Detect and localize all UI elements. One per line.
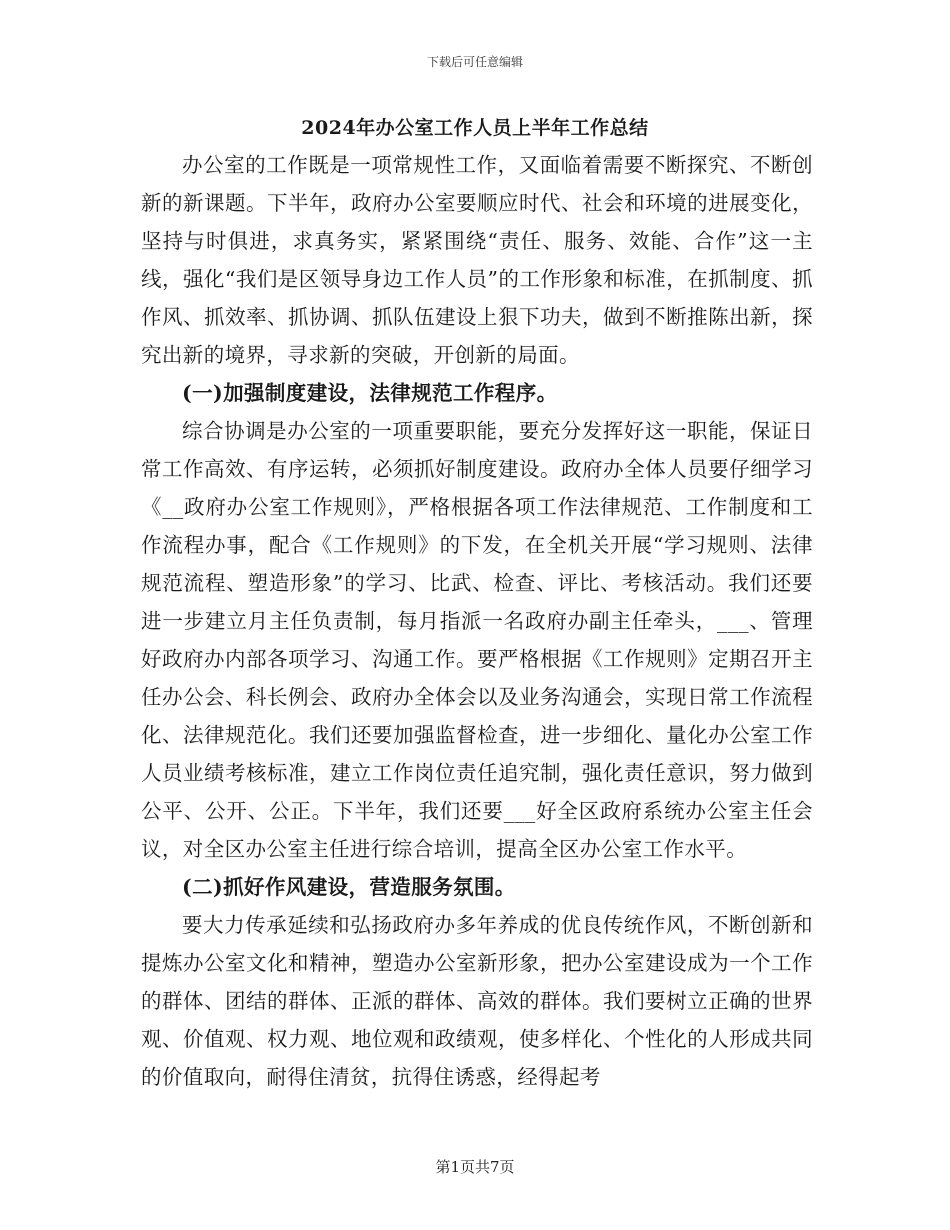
document-title: 2024年办公室工作人员上半年工作总结 — [301, 117, 649, 139]
document-body — [141, 146, 813, 1096]
section-1-paragraph: 综合协调是办公室的一项重要职能，要充分发挥好这一职能，保证日常工作高效、有序运转，必须抓好制度建设。政府办全体人员要仔细学习《__政府办公室工作规则》，严格根据各项工作法律规范、工作制度和工作流程办事，配合《工作规则》的下发，在全机关开展“学习规则、法律规范流程、塑造形象”的学习、比武、检查、评比、考核活动。我们还要进一步建立月主任负责制，每月指派一名政府办副主任牵头，___、管理好政府办内部各项学习、沟通工作。要严格根据《工作规则》定期召开主任办公会、科长例会、政府办全体会以及业务沟通会，实现日常工作流程化、法律规范化。我们还要加强监督检查，进一步细化、量化办公室工作人员业绩考核标准，建立工作岗位责任追究制，强化责任意识，努力做到公平、公开、公正。下半年，我们还要___好全区政府系统办公室主任会议，对全区办公室主任进行综合培训，提高全区办公室工作水平。 — [141, 419, 813, 861]
page-header-note: 下载后可任意编辑 — [426, 55, 523, 69]
intro-paragraph: 办公室的工作既是一项常规性工作，又面临着需要不断探究、不断创新的新课题。下半年，政府办公室要顺应时代、社会和环境的进展变化，坚持与时俱进，求真务实，紧紧围绕“责任、服务、效能、合作”这一主线，强化“我们是区领导身边工作人员”的工作形象和标准，在抓制度、抓作风、抓效率、抓协调、抓队伍建设上狠下功夫，做到不断推陈出新，探究出新的境界，寻求新的突破，开创新的局面。 — [141, 153, 813, 367]
section-heading-2: (二)抓好作风建设，营造服务氛围。 — [182, 875, 516, 899]
section-heading-1: (一)加强制度建设，法律规范工作程序。 — [182, 381, 558, 405]
page-number-footer: 第1页共7页 — [435, 1158, 515, 1176]
section-2-paragraph: 要大力传承延续和弘扬政府办多年养成的优良传统作风，不断创新和提炼办公室文化和精神，塑造办公室新形象，把办公室建设成为一个工作的群体、团结的群体、正派的群体、高效的群体。我们要树立正确的世界观、价值观、权力观、地位观和政绩观，使多样化、个性化的人形成共同的价值取向，耐得住清贫，抗得住诱惑，经得起考 — [141, 913, 813, 1089]
